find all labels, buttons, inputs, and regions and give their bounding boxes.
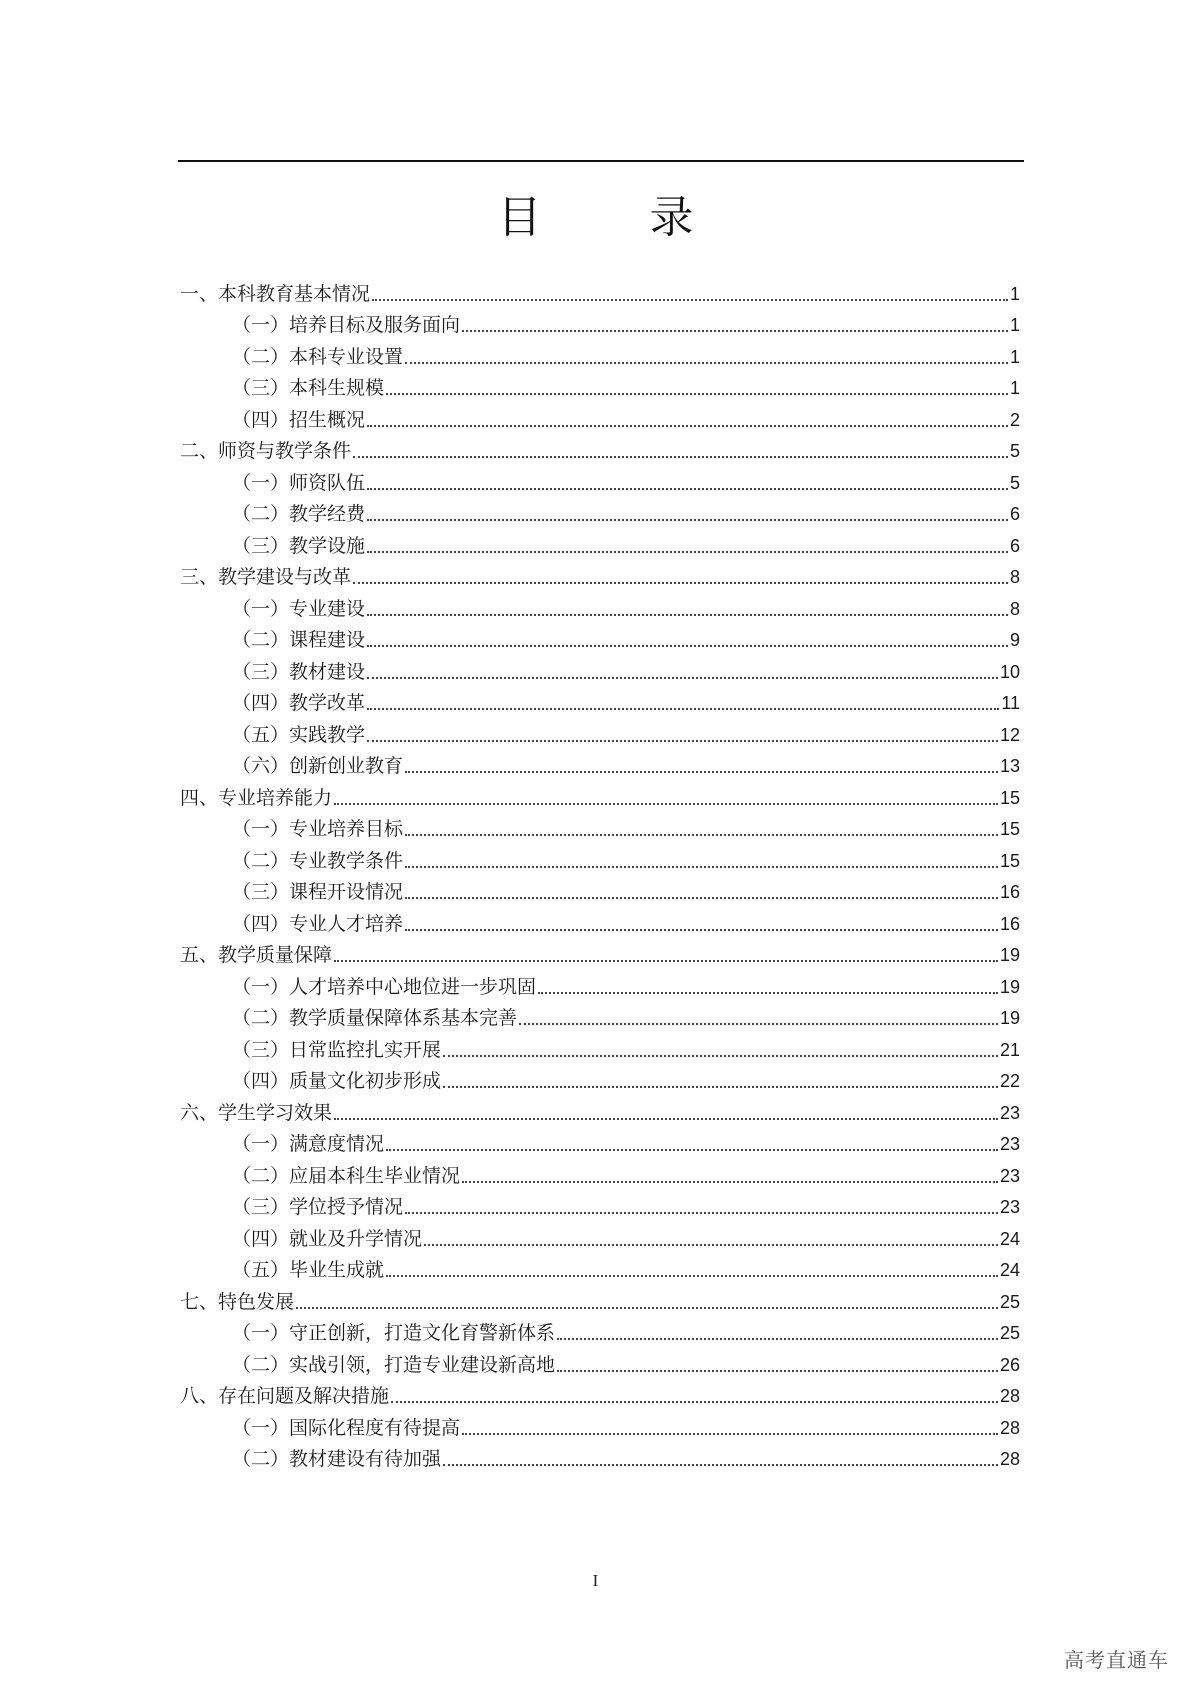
page-number: I [592, 1571, 599, 1590]
toc-entry-page-number: 1 [1009, 283, 1020, 304]
toc-dot-leader [296, 1307, 998, 1309]
toc-dot-leader [367, 614, 1008, 616]
toc-entry-label: 五、教学质量保障 [180, 944, 333, 966]
toc-dot-leader [405, 897, 998, 899]
toc-entry-page-number: 26 [999, 1354, 1020, 1375]
toc-subsection-entry[interactable] [180, 684, 1020, 716]
toc-subsection-entry[interactable] [180, 999, 1020, 1031]
toc-subsection-entry[interactable] [180, 904, 1020, 936]
toc-entry-label: 一、本科教育基本情况 [180, 282, 371, 305]
toc-section-entry[interactable] [180, 778, 1020, 810]
toc-subsection-entry[interactable] [180, 747, 1020, 779]
toc-entry-page-number: 23 [999, 1102, 1020, 1123]
toc-subsection-entry[interactable] [180, 967, 1020, 999]
toc-subsection-entry[interactable] [180, 526, 1020, 558]
toc-entry-page-number: 22 [999, 1071, 1020, 1091]
toc-dot-leader [557, 1370, 998, 1372]
toc-dot-leader [367, 425, 1008, 427]
toc-dot-leader [334, 1118, 998, 1120]
toc-dot-leader [367, 677, 998, 679]
toc-dot-leader [405, 929, 998, 931]
toc-dot-leader [367, 551, 1008, 553]
toc-dot-leader [405, 771, 998, 773]
toc-entry-page-number: 23 [999, 1197, 1020, 1217]
toc-subsection-entry[interactable] [180, 463, 1020, 495]
toc-section-entry[interactable] [180, 936, 1020, 968]
toc-entry-page-number: 8 [1009, 598, 1020, 619]
toc-dot-leader [405, 866, 998, 868]
toc-dot-leader [462, 330, 1008, 332]
toc-dot-leader [424, 1244, 998, 1246]
toc-dot-leader [386, 393, 1008, 395]
toc-dot-leader [538, 992, 998, 994]
toc-section-entry[interactable] [180, 432, 1020, 464]
toc-entry-label: （一）专业建设 [232, 597, 366, 620]
toc-entry-page-number: 28 [999, 1417, 1020, 1438]
toc-entry-label: 七、特色发展 [180, 1290, 295, 1313]
toc-entry-label: （一）人才培养中心地位进一步巩固 [232, 975, 537, 998]
toc-dot-leader [443, 1464, 998, 1466]
toc-entry-label: （二）教学经费 [232, 503, 366, 525]
toc-subsection-entry[interactable] [180, 715, 1020, 747]
table-of-contents [180, 274, 1020, 1471]
toc-dot-leader [443, 1086, 998, 1088]
toc-subsection-entry[interactable] [180, 306, 1020, 338]
toc-entry-page-number: 1 [1009, 378, 1020, 398]
toc-entry-page-number: 23 [999, 1134, 1020, 1154]
toc-entry-label: （三）本科生规模 [232, 377, 385, 399]
toc-entry-label: （一）师资队伍 [232, 471, 366, 494]
toc-entry-page-number: 2 [1009, 409, 1020, 430]
toc-dot-leader [391, 1401, 998, 1403]
toc-subsection-entry[interactable] [180, 400, 1020, 432]
toc-entry-page-number: 6 [1009, 535, 1020, 556]
toc-entry-label: （一）守正创新，打造文化育警新体系 [232, 1322, 556, 1344]
toc-subsection-entry[interactable] [180, 621, 1020, 653]
toc-entry-page-number: 1 [1009, 346, 1020, 367]
toc-section-entry[interactable] [180, 1093, 1020, 1125]
toc-dot-leader [367, 488, 1008, 490]
toc-entry-label: （三）教材建设 [232, 660, 366, 683]
toc-entry-label: （三）教学设施 [232, 534, 366, 557]
toc-entry-label: （四）就业及升学情况 [232, 1227, 423, 1250]
toc-subsection-entry[interactable] [180, 495, 1020, 527]
toc-dot-leader [367, 740, 998, 742]
toc-subsection-entry[interactable] [180, 1188, 1020, 1220]
toc-entry-label: （四）教学改革 [232, 692, 366, 714]
toc-entry-page-number: 9 [1009, 630, 1020, 650]
toc-subsection-entry[interactable] [180, 337, 1020, 369]
toc-entry-label: （一）国际化程度有待提高 [232, 1416, 461, 1439]
watermark: 高考直通车 [1064, 1648, 1169, 1672]
toc-entry-label: 六、学生学习效果 [180, 1101, 333, 1124]
toc-entry-page-number: 15 [999, 819, 1020, 839]
toc-subsection-entry[interactable] [180, 1030, 1020, 1062]
toc-subsection-entry[interactable] [180, 1408, 1020, 1440]
toc-entry-label: （五）毕业生成就 [232, 1259, 385, 1281]
toc-entry-label: （二）课程建设 [232, 629, 366, 651]
toc-entry-label: （三）课程开设情况 [232, 881, 404, 903]
toc-entry-label: 三、教学建设与改革 [180, 566, 352, 588]
toc-dot-leader [386, 1149, 998, 1151]
toc-entry-page-number: 19 [999, 976, 1020, 997]
toc-entry-label: 八、存在问题及解决措施 [180, 1385, 390, 1407]
toc-entry-label: （六）创新创业教育 [232, 755, 404, 777]
toc-entry-label: （四）质量文化初步形成 [232, 1070, 442, 1092]
toc-subsection-entry[interactable] [180, 589, 1020, 621]
toc-entry-page-number: 23 [999, 1165, 1020, 1186]
toc-subsection-entry[interactable] [180, 652, 1020, 684]
toc-dot-leader [462, 1181, 998, 1183]
toc-dot-leader [405, 1212, 998, 1214]
toc-entry-label: （四）招生概况 [232, 408, 366, 431]
toc-entry-page-number: 8 [1009, 567, 1020, 587]
toc-subsection-entry[interactable] [180, 1156, 1020, 1188]
toc-entry-label: （一）专业培养目标 [232, 818, 404, 840]
toc-subsection-entry[interactable] [180, 873, 1020, 905]
toc-entry-page-number: 12 [999, 724, 1020, 745]
toc-entry-page-number: 6 [1009, 504, 1020, 524]
toc-subsection-entry[interactable] [180, 1251, 1020, 1283]
toc-dot-leader [372, 299, 1008, 301]
toc-dot-leader [367, 519, 1008, 521]
toc-entry-page-number: 15 [999, 850, 1020, 871]
toc-entry-label: （二）实战引领，打造专业建设新高地 [232, 1353, 556, 1376]
toc-entry-label: 二、师资与教学条件 [180, 440, 352, 462]
toc-section-entry[interactable] [180, 1282, 1020, 1314]
toc-entry-page-number: 16 [999, 882, 1020, 902]
toc-subsection-entry[interactable] [180, 1125, 1020, 1157]
toc-entry-label: （二）应届本科生毕业情况 [232, 1164, 461, 1187]
toc-entry-label: （二）本科专业设置 [232, 345, 404, 368]
toc-dot-leader [367, 645, 1008, 647]
toc-dot-leader [405, 834, 998, 836]
toc-entry-page-number: 28 [999, 1386, 1020, 1406]
toc-subsection-entry[interactable] [180, 1219, 1020, 1251]
toc-dot-leader [386, 1275, 998, 1277]
toc-dot-leader [334, 960, 998, 962]
toc-dot-leader [462, 1433, 998, 1435]
toc-section-entry[interactable] [180, 274, 1020, 306]
toc-subsection-entry[interactable] [180, 369, 1020, 401]
toc-entry-page-number: 13 [999, 756, 1020, 776]
toc-entry-label: 四、专业培养能力 [180, 786, 333, 809]
toc-dot-leader [519, 1023, 998, 1025]
toc-entry-page-number: 24 [999, 1260, 1020, 1280]
toc-entry-page-number: 24 [999, 1228, 1020, 1249]
toc-entry-page-number: 28 [999, 1449, 1020, 1469]
toc-entry-label: （二）教学质量保障体系基本完善 [232, 1007, 518, 1029]
toc-entry-label: （四）专业人才培养 [232, 912, 404, 935]
toc-subsection-entry[interactable] [180, 1062, 1020, 1094]
toc-dot-leader [557, 1338, 998, 1340]
toc-entry-label: （三）学位授予情况 [232, 1196, 404, 1218]
toc-subsection-entry[interactable] [180, 1345, 1020, 1377]
toc-entry-page-number: 10 [999, 661, 1020, 682]
toc-entry-label: （二）教材建设有待加强 [232, 1448, 442, 1470]
toc-dot-leader [367, 708, 999, 710]
toc-subsection-entry[interactable] [180, 1440, 1020, 1472]
toc-subsection-entry[interactable] [180, 810, 1020, 842]
toc-subsection-entry[interactable] [180, 1314, 1020, 1346]
toc-entry-page-number: 19 [999, 1008, 1020, 1028]
toc-entry-label: （一）培养目标及服务面向 [232, 314, 461, 336]
toc-dot-leader [353, 456, 1008, 458]
toc-entry-page-number: 1 [1009, 315, 1020, 335]
toc-entry-page-number: 25 [999, 1291, 1020, 1312]
toc-entry-page-number: 19 [999, 945, 1020, 965]
toc-entry-label: （二）专业教学条件 [232, 849, 404, 872]
toc-entry-page-number: 25 [999, 1323, 1020, 1343]
toc-entry-page-number: 11 [1001, 693, 1020, 713]
toc-title: 目 录 [497, 192, 726, 243]
toc-section-entry[interactable] [180, 1377, 1020, 1409]
toc-dot-leader [405, 362, 1008, 364]
toc-dot-leader [353, 582, 1008, 584]
toc-entry-page-number: 15 [999, 787, 1020, 808]
toc-entry-label: （三）日常监控扎实开展 [232, 1038, 442, 1061]
toc-entry-page-number: 21 [999, 1039, 1020, 1060]
header-rule [178, 160, 1024, 162]
toc-entry-label: （一）满意度情况 [232, 1133, 385, 1155]
toc-entry-page-number: 5 [1009, 472, 1020, 493]
toc-dot-leader [443, 1055, 998, 1057]
toc-subsection-entry[interactable] [180, 841, 1020, 873]
toc-dot-leader [334, 803, 998, 805]
toc-entry-page-number: 16 [999, 913, 1020, 934]
toc-section-entry[interactable] [180, 558, 1020, 590]
toc-entry-page-number: 5 [1009, 441, 1020, 461]
toc-entry-label: （五）实践教学 [232, 723, 366, 746]
